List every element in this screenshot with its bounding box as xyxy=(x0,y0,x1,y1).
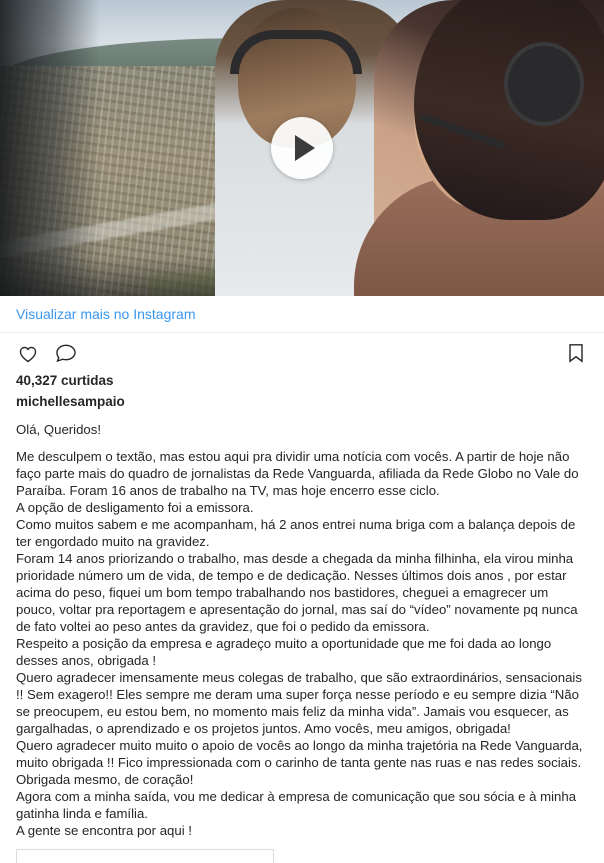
caption-paragraph: Quero agradecer imensamente meus colegas de trabalho, que são extraordinários, sensacionais !! Sem exagero!! Eles sempre me deram uma super força nesse período e eu sempre dizia “Não se preocupem, eu estou bem, no momento mais feliz da minha vida”. Jamais vou esquecer, as gargalhadas, o aprendizado e os projetos juntos. Amo vocês, meu amigos, obrigada! xyxy=(16,670,582,736)
post-action-bar xyxy=(0,333,604,369)
caption-paragraph: Agora com a minha saída, vou me dedicar à empresa de comunicação que sou sócia e à minha gatinha linda e família. xyxy=(16,789,577,821)
likes-count: 40,327 curtidas xyxy=(16,373,114,388)
heart-icon[interactable] xyxy=(16,341,40,365)
helicopter-window-frame xyxy=(0,0,100,296)
woman-hair xyxy=(414,0,604,220)
caption-paragraph: Quero agradecer muito muito o apoio de vocês ao longo da minha trajetória na Rede Vanguarda, muito obrigada !! Fico impressionada com o carinho de tanta gente nas ruas e nas redes sociais. Obrigada mesmo, de coração! xyxy=(16,738,583,787)
caption-paragraph: A gente se encontra por aqui ! xyxy=(16,823,192,838)
caption-paragraph: Me desculpem o textão, mas estou aqui pra dividir uma notícia com vocês. A partir de hoje não faço parte mais do quadro de jornalistas da Rede Vanguarda, afiliada da Rede Globo no Vale do Paraíba. Foram 16 anos de trabalho na TV, mas hoje encerro esse ciclo. xyxy=(16,449,579,498)
caption-paragraph: Como muitos sabem e me acompanham, há 2 anos entrei numa briga com a balança depois de ter engordado muito na gravidez. xyxy=(16,517,576,549)
caption-paragraph: A opção de desligamento foi a emissora. xyxy=(16,500,254,515)
post-caption xyxy=(0,409,604,839)
play-icon[interactable] xyxy=(271,117,333,179)
truncated-content-box xyxy=(16,849,274,863)
post-media[interactable] xyxy=(0,0,604,296)
pilot-headset xyxy=(230,30,362,74)
comment-bubble-icon[interactable] xyxy=(54,341,78,365)
woman-headset xyxy=(504,42,584,126)
woman-figure xyxy=(374,0,604,296)
caption-greeting: Olá, Queridos! xyxy=(16,422,102,437)
view-on-instagram-row xyxy=(0,296,604,332)
caption-paragraph: Foram 14 anos priorizando o trabalho, mas desde a chegada da minha filhinha, ela virou minha prioridade número um de vida, de tempo e de dedicação. Nesses últimos dois anos , por estar acima do peso, fiquei um bom tempo trabalhando nos bastidores, cheguei a emagrecer um pouco, voltar pra reportagem e apresentação do jornal, mas saí do “vídeo” novamente pq nunca de fato voltei ao peso antes da gravidez, que foi o pedido da emissora. xyxy=(16,551,578,634)
bookmark-icon[interactable] xyxy=(564,341,588,365)
play-triangle xyxy=(295,135,315,161)
caption-paragraph: Respeito a posição da empresa e agradeço muito a oportunidade que me foi dada ao longo desses anos, obrigada ! xyxy=(16,636,552,668)
post-username[interactable]: michellesampaio xyxy=(16,394,125,409)
view-on-instagram-link[interactable]: Visualizar mais no Instagram xyxy=(16,306,196,322)
